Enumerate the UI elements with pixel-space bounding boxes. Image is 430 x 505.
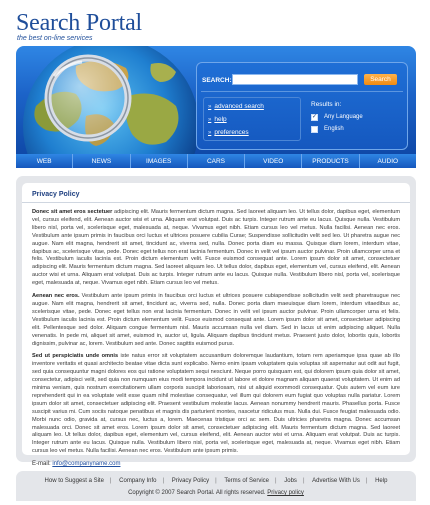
paragraph-3-lead: Sed ut perspiciatis unde omnis (32, 353, 119, 360)
footer-link-company[interactable]: Company Info (119, 478, 157, 484)
nav-news[interactable]: NEWS (73, 154, 130, 168)
content-body (22, 183, 410, 468)
checkbox-unchecked-icon[interactable] (311, 126, 318, 133)
footer-separator: | (215, 478, 217, 484)
paragraph-2-lead: Aenean nec eros. (32, 293, 80, 300)
nav-products[interactable]: PRODUCTS (302, 154, 359, 168)
footer-copyright (16, 490, 416, 496)
footer-link-jobs[interactable]: Jobs (284, 478, 297, 484)
globe-magnifier-image (16, 46, 196, 154)
email-line (32, 461, 400, 467)
email-link[interactable]: info@companyname.com (52, 461, 121, 468)
search-panel (196, 62, 408, 150)
paragraph-1-text: adipiscing elit. Mauris fermentum dictum magna. Sed laoreet aliquam leo. Ut tellus dolor, dapibus eget, elementum vel, cursus eleifend, elit. Aenean auctor wisi et urna. Aliquam erat volutpat. Duis ac turpis. Integer rutrum ante eu lacus. Quisque nulla. Vestibulum libero nisl, porta vel, scelerisque eget, malesuada at, neque. Vivamus eget nibh. Etiam cursus leo vel metus. Nulla facilisi. Aenean nec eros. Vestibulum ante ipsum primis in faucibus orci luctus et ultrices posuere cubilia Curae; Suspendisse sollicitudin velit sed leo. Ut pharetra augue nec augue. Nam elit magna, hendrerit sit amet, tincidunt ac, viverra sed, nulla. Donec porta diam eu massa. Quisque diam lorem, interdum vitae, dapibus ac, scelerisque vitae, pede. Donec eget tellus non erat lacinia fermentum. Donec in velit vel ipsum auctor pulvinar. Proin ullamcorper urna et felis. Vestibulum iaculis lacinia est. Proin dictum elementum velit. Fusce euismod consequat ante. Lorem ipsum dolor sit amet, consectetuer adipiscing elit. Mauris fermentum dictum magna. Sed laoreet aliquam leo. Ut tellus dolor, dapibus eget, elementum vel, cursus eleifend, elit. Aenean auctor wisi et urna. Aliquam erat volutpat. Duis ac turpis. Integer rutrum ante eu lacus. Quisque nulla. Vestibulum libero nisl, porta vel, scelerisque eget, malesuada at, neque. Vivamus eget nibh. Etiam cursus leo vel metus. (32, 209, 400, 287)
advanced-search-label: advanced search (214, 103, 264, 110)
site-subtitle: the best on-line services (17, 35, 93, 42)
preferences-label: preferences (214, 129, 249, 136)
footer-separator: | (109, 478, 112, 484)
nav-cars[interactable]: CARS (188, 154, 245, 168)
preferences-link[interactable] (208, 126, 296, 139)
search-button[interactable]: Search (364, 74, 397, 85)
footer-separator: | (275, 478, 277, 484)
footer-separator: | (365, 478, 368, 484)
footer-separator: | (302, 478, 305, 484)
paragraph-1-lead: Donec sit amet eros sectetuer (32, 209, 113, 215)
double-arrow-icon: » (208, 129, 212, 136)
paragraph-2-text: Vestibulum ante ipsum primis in faucibus orci luctus et ultrices posuere cubiapendisse sollicitudin velit sedt pharetraugue nec augue. Nam elit magna, hendrerit sit amet, tincidunt ac, viverra sed, nulla. Donec porta diam maeuisque diam lorem, interdum vitaedibus ac, scelerisque vitae, pede. Donec eget tellus non erat lacinia fermentum. Donec in velit vel ipsum auctor pulvinar. Proin ullamcorper urna et felis. Vestibulum iaculis lacinia est. Proin dictum elementum velit. Fusce euismod consequat ante. Lorem ipsum dolor sit amet, consectetuer adipiscing elit. Pellentesque sed dolor. Aliquam congue fermentum nisl. Mauris accumsan nulla vel diam. Sed in lacus ut enim adipiscing aliquet. Nulla venenatis. In pede mi, aliquet sit amet, euismod in, auctor ut, ligula. Aliquam dapibus tincidunt metus. Praesent justo dolor, lobortis quis, lobortis dignissim, pulvinar ac, lorem. Vestibulum sed ante. Donec sagittis euismod purus. (32, 293, 401, 347)
paragraph-1 (32, 209, 400, 288)
footer-separator: | (162, 478, 165, 484)
main-nav (16, 154, 416, 168)
privacy-policy-link[interactable]: Privacy policy (267, 490, 304, 496)
content-panel (16, 176, 416, 468)
option-english[interactable] (311, 123, 397, 135)
nav-web[interactable]: WEB (16, 154, 73, 168)
search-divider (201, 91, 403, 92)
site-title: Search Portal (16, 10, 143, 36)
footer-link-terms[interactable]: Terms of Service (224, 478, 270, 484)
double-arrow-icon: » (208, 103, 212, 110)
nav-images[interactable]: IMAGES (131, 154, 188, 168)
footer (16, 471, 416, 501)
paragraph-3 (32, 353, 400, 456)
site-logo[interactable] (16, 10, 142, 42)
results-language-box (307, 97, 401, 141)
option-any-language[interactable] (311, 111, 397, 123)
option-english-label: English (324, 126, 344, 132)
paragraph-2 (32, 293, 400, 348)
footer-link-privacy[interactable]: Privacy Policy (171, 478, 210, 484)
copyright-text: Copyright © 2007 Search Portal. All rights reserved. (128, 490, 266, 496)
page-title: Privacy Policy (32, 191, 80, 198)
nav-video[interactable]: VIDEO (245, 154, 302, 168)
results-title: Results in: (311, 101, 342, 108)
paragraph-3-text: iste natus error sit voluptatem accusantium doloremque laudantium, totam rem aperiamque ipsa quae ab illo inventore veritatis et quasi architecto beatae vitae dicta sunt explicabo. Nemo enim ipsam voluptatem quia voluptas sit aspernatur aut odit aut fugit, sed quia consequuntur magni dolores eos qui ratione voluptatem sequi nesciunt. Neque porro quisquam est, qui dolorem ipsum quia dolor sit amet, consectetur, adipisci velit, sed quia non numquam eius modi tempora incidunt ut labore et dolore magnam aliquam quaerat voluptatem. Ut enim ad minima veniam, quis nostrum exercitationem ullam corporis suscipit laboriosam, nisi ut aliquid exommodi consequatur. Quis autem vel eum iure reprehenderit qui in ea voluptate velit esse quam nihil molestiae consequatur, vel illum qui dolorem eum fugiat quo voluptas nulla pariatur. Lorem ipsum dolor sit amet, consectetuer adipiscing elit. Praesent vestibulum molestie lacus. Aenean nonummy hendrerit mauris. Phasellus porta. Fusce suscipit varius mi. Cum sociis natoque penatibus et magnis dis parturient montes, nascetur ridiculus mus. Nulla dui. Fusce feugiat malesuada odio. Morbi nunc odio, gravida at, cursus nec, luctus a, lorem. Maecenas tristique orci ac sem. Duis ultricies pharetra magna. Donec accumsan malesuada orci. Donec sit amet eros. Lorem ipsum dolor sit amet, consectetuer adipiscing elit. Mauris fermentum dictum magna. Sed laoreet aliquam leo. Ut tellus dolor, dapibus eget, elementum vel, cursus eleifend, elit. Aenean auctor wisi et urna. Aliquam erat volutpat. Duis ac turpis. Integer rutrum ante eu lacus. Quisque nulla. Vestibulum libero nisl, porta vel, scelerisque eget, malesuada at, neque. Vivamus eget nibh. Etiam cursus leo vel metus. Nulla facilisi. Aenean nec eros. Vestibulum ante ipsum primis. (32, 353, 400, 455)
nav-audio[interactable]: AUDIO (377, 157, 399, 165)
footer-link-advertise[interactable]: Advertise With Us (312, 478, 360, 484)
footer-link-help[interactable]: Help (375, 478, 388, 484)
option-any-language-label: Any Language (324, 114, 363, 120)
search-links-box (203, 97, 301, 141)
checkbox-checked-icon[interactable]: ✓ (312, 113, 318, 120)
search-label: SEARCH: (202, 77, 232, 84)
footer-links (16, 478, 416, 484)
title-divider (22, 202, 410, 203)
footer-link-suggest[interactable]: How to Suggest a Site (44, 478, 104, 484)
help-label: help (214, 116, 227, 123)
double-arrow-icon: » (208, 116, 212, 123)
help-link[interactable] (208, 113, 296, 126)
advanced-search-link[interactable] (208, 100, 296, 113)
email-label: E-mail: (32, 461, 53, 468)
search-input[interactable] (232, 74, 358, 85)
